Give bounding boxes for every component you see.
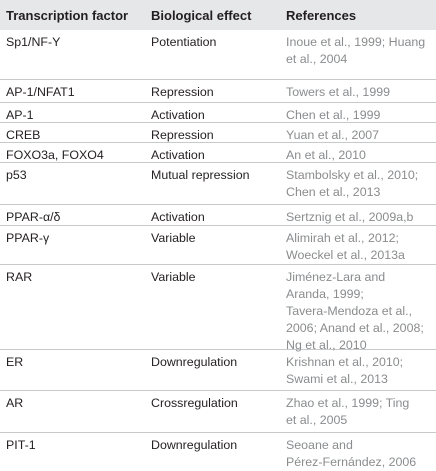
reference-line: Yuan et al., 2007 <box>286 128 380 142</box>
cell-references <box>286 354 434 388</box>
cell-references <box>286 230 434 264</box>
cell-biological-effect: Crossregulation <box>151 396 238 410</box>
reference-line: Tavera-Mendoza et al., <box>286 304 413 318</box>
table-row <box>0 226 436 265</box>
cell-references <box>286 147 434 164</box>
reference-line: Krishnan et al., 2010; <box>286 355 404 369</box>
cell-references <box>286 167 434 201</box>
cell-biological-effect: Activation <box>151 148 205 162</box>
reference-line: Chen et al., 1999 <box>286 108 381 122</box>
reference-line: An et al., 2010 <box>286 148 366 162</box>
table-row <box>0 391 436 433</box>
table-row <box>0 123 436 143</box>
table-row <box>0 80 436 103</box>
cell-transcription-factor: AP-1/NFAT1 <box>6 85 75 99</box>
cell-transcription-factor: PPAR-α/δ <box>6 210 61 224</box>
reference-line: Pérez-Fernández, 2006 <box>286 455 417 469</box>
cell-transcription-factor: CREB <box>6 128 41 142</box>
cell-biological-effect: Downregulation <box>151 355 238 369</box>
reference-line: Jiménez-Lara and <box>286 270 386 284</box>
reference-line: et al., 2004 <box>286 52 348 66</box>
cell-biological-effect: Repression <box>151 85 214 99</box>
cell-biological-effect: Activation <box>151 210 205 224</box>
cell-references <box>286 269 434 354</box>
reference-line: Zhao et al., 1999; Ting <box>286 396 410 410</box>
cell-transcription-factor: PIT-1 <box>6 438 36 452</box>
cell-transcription-factor: RAR <box>6 270 33 284</box>
reference-line: Ng et al., 2010 <box>286 338 367 352</box>
reference-line: Stambolsky et al., 2010; <box>286 168 419 182</box>
reference-line: et al., 2005 <box>286 413 348 427</box>
table-row <box>0 163 436 205</box>
cell-transcription-factor: AP-1 <box>6 108 34 122</box>
cell-biological-effect: Mutual repression <box>151 168 250 182</box>
cell-transcription-factor: PPAR-γ <box>6 231 50 245</box>
header-transcription-factor: Transcription factor <box>6 8 129 23</box>
header-references: References <box>286 8 357 23</box>
reference-line: Alimirah et al., 2012; <box>286 231 399 245</box>
table-row <box>0 30 436 80</box>
table-header <box>0 0 436 30</box>
cell-biological-effect: Variable <box>151 270 196 284</box>
cell-references <box>286 107 434 124</box>
cell-references <box>286 34 434 68</box>
table-row <box>0 205 436 226</box>
cell-biological-effect: Activation <box>151 108 205 122</box>
cell-references <box>286 84 434 101</box>
cell-transcription-factor: p53 <box>6 168 27 182</box>
table-row <box>0 350 436 391</box>
cell-references <box>286 127 434 144</box>
cell-transcription-factor: Sp1/NF-Y <box>6 35 61 49</box>
reference-line: Towers et al., 1999 <box>286 85 391 99</box>
cell-biological-effect: Variable <box>151 231 196 245</box>
cell-transcription-factor: ER <box>6 355 24 369</box>
table-row <box>0 143 436 163</box>
cell-biological-effect: Potentiation <box>151 35 217 49</box>
cell-biological-effect: Downregulation <box>151 438 238 452</box>
cell-references <box>286 209 434 226</box>
cell-transcription-factor: FOXO3a, FOXO4 <box>6 148 104 162</box>
cell-biological-effect: Repression <box>151 128 214 142</box>
reference-line: Woeckel et al., 2013a <box>286 248 405 262</box>
cell-references <box>286 437 434 471</box>
table-row <box>0 103 436 123</box>
table-row <box>0 433 436 469</box>
reference-line: Chen et al., 2013 <box>286 185 381 199</box>
table-row <box>0 265 436 350</box>
reference-line: Sertznig et al., 2009a,b <box>286 210 414 224</box>
header-biological-effect: Biological effect <box>151 8 252 23</box>
reference-line: Inoue et al., 1999; Huang <box>286 35 426 49</box>
cell-references <box>286 395 434 429</box>
cell-transcription-factor: AR <box>6 396 24 410</box>
reference-line: Aranda, 1999; <box>286 287 364 301</box>
reference-line: Swami et al., 2013 <box>286 372 388 386</box>
reference-line: Seoane and <box>286 438 353 452</box>
reference-line: 2006; Anand et al., 2008; <box>286 321 424 335</box>
